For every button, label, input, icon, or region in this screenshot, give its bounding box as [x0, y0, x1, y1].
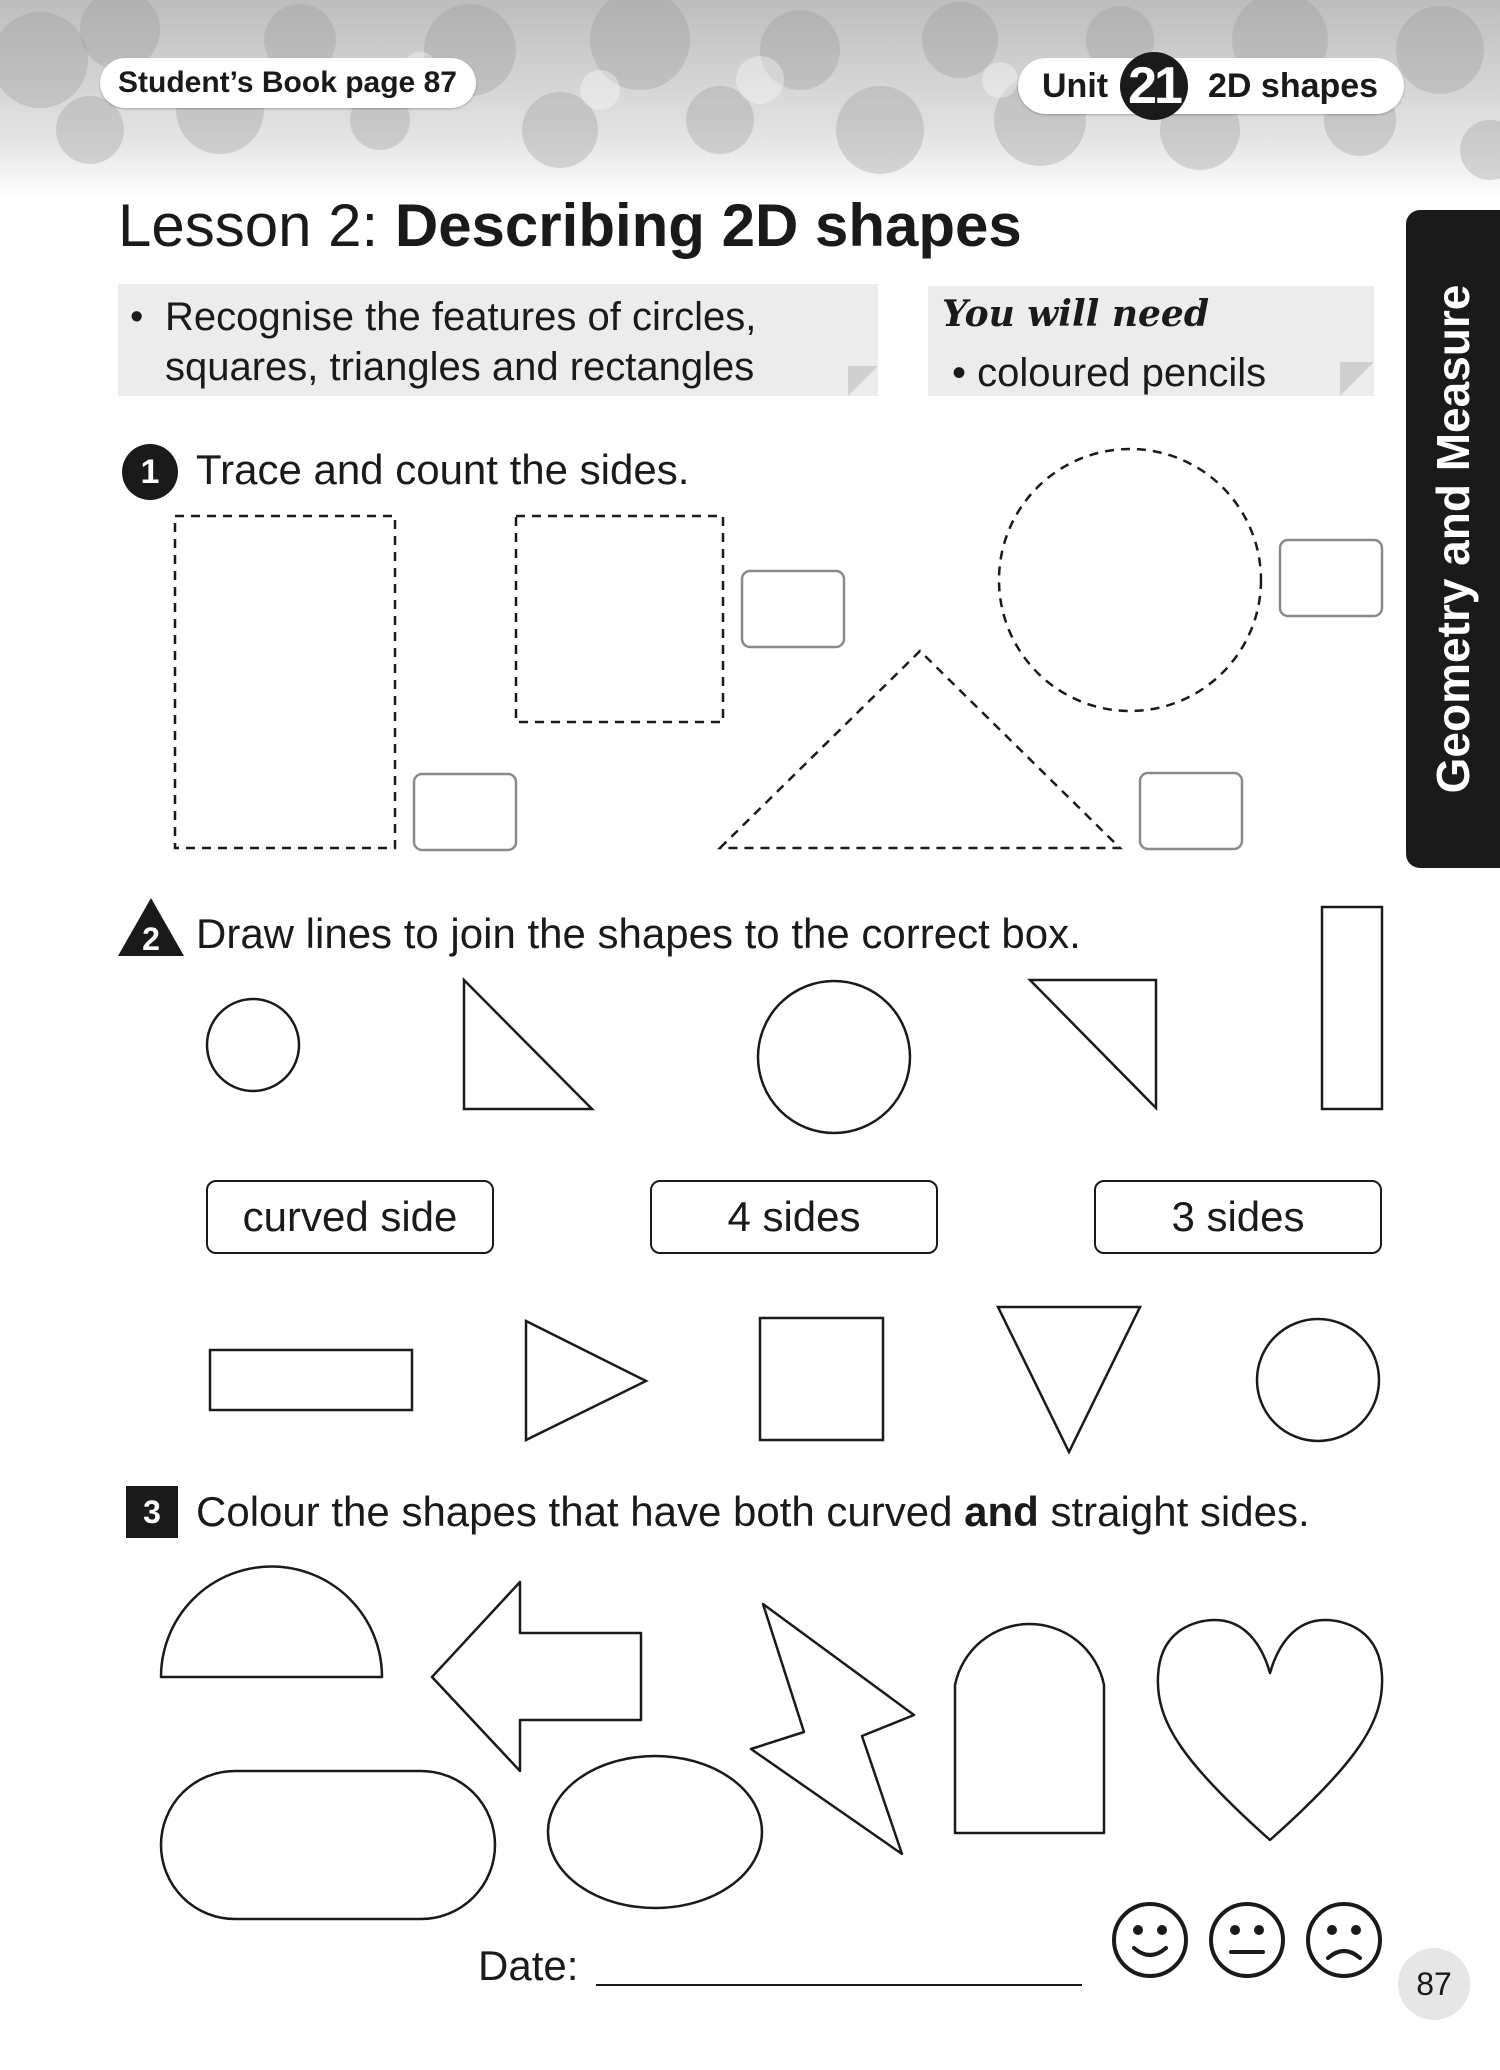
date-input-line[interactable] [596, 1984, 1082, 1986]
objective-bullet: • [130, 296, 144, 338]
heart-shape[interactable] [1158, 1620, 1382, 1840]
curved-side-box[interactable]: curved side [206, 1180, 494, 1254]
question-2-number: 2 [142, 921, 160, 956]
unit-label: Unit [1042, 67, 1109, 105]
question-1-number: 1 [122, 444, 178, 500]
you-will-need-item: • coloured pencils [952, 351, 1267, 395]
objective-line-1: Recognise the features of circles, [165, 295, 757, 339]
students-book-reference: Student’s Book page 87 [100, 58, 476, 108]
lesson-name: Describing 2D shapes [394, 192, 1022, 259]
neutral-face-icon[interactable] [1211, 1904, 1283, 1976]
stadium-shape[interactable] [161, 1771, 495, 1919]
sad-face-icon[interactable] [1308, 1904, 1380, 1976]
question-3-text-after: straight sides. [1038, 1488, 1310, 1535]
unit-title: 2D shapes [1208, 67, 1379, 105]
four-sides-box[interactable]: 4 sides [650, 1180, 938, 1254]
three-sides-box[interactable]: 3 sides [1094, 1180, 1382, 1254]
oval-shape[interactable] [548, 1756, 762, 1908]
semicircle-shape[interactable] [161, 1567, 382, 1677]
question-1-text: Trace and count the sides. [196, 446, 690, 493]
unit-number: 21 [1120, 52, 1188, 120]
lightning-bolt-shape[interactable] [751, 1604, 914, 1854]
arch-shape[interactable] [955, 1624, 1104, 1833]
objective-line-2: squares, triangles and rectangles [165, 345, 755, 389]
question-2-text: Draw lines to join the shapes to the correct box. [196, 910, 1081, 957]
page-number: 87 [1398, 1948, 1470, 2020]
question-3-text-before: Colour the shapes that have both curved [196, 1488, 965, 1535]
arrow-shape[interactable] [432, 1582, 641, 1771]
question-3-text-bold: and [964, 1488, 1039, 1535]
self-assessment-faces [1110, 1900, 1386, 1980]
date-label: Date: [478, 1942, 579, 1989]
section-side-tab-label: Geometry and Measure [1427, 284, 1479, 794]
lesson-prefix: Lesson 2: [118, 192, 395, 259]
you-will-need-heading: You will need [942, 293, 1209, 335]
question-3-number: 3 [126, 1486, 178, 1538]
happy-face-icon[interactable] [1114, 1904, 1186, 1976]
